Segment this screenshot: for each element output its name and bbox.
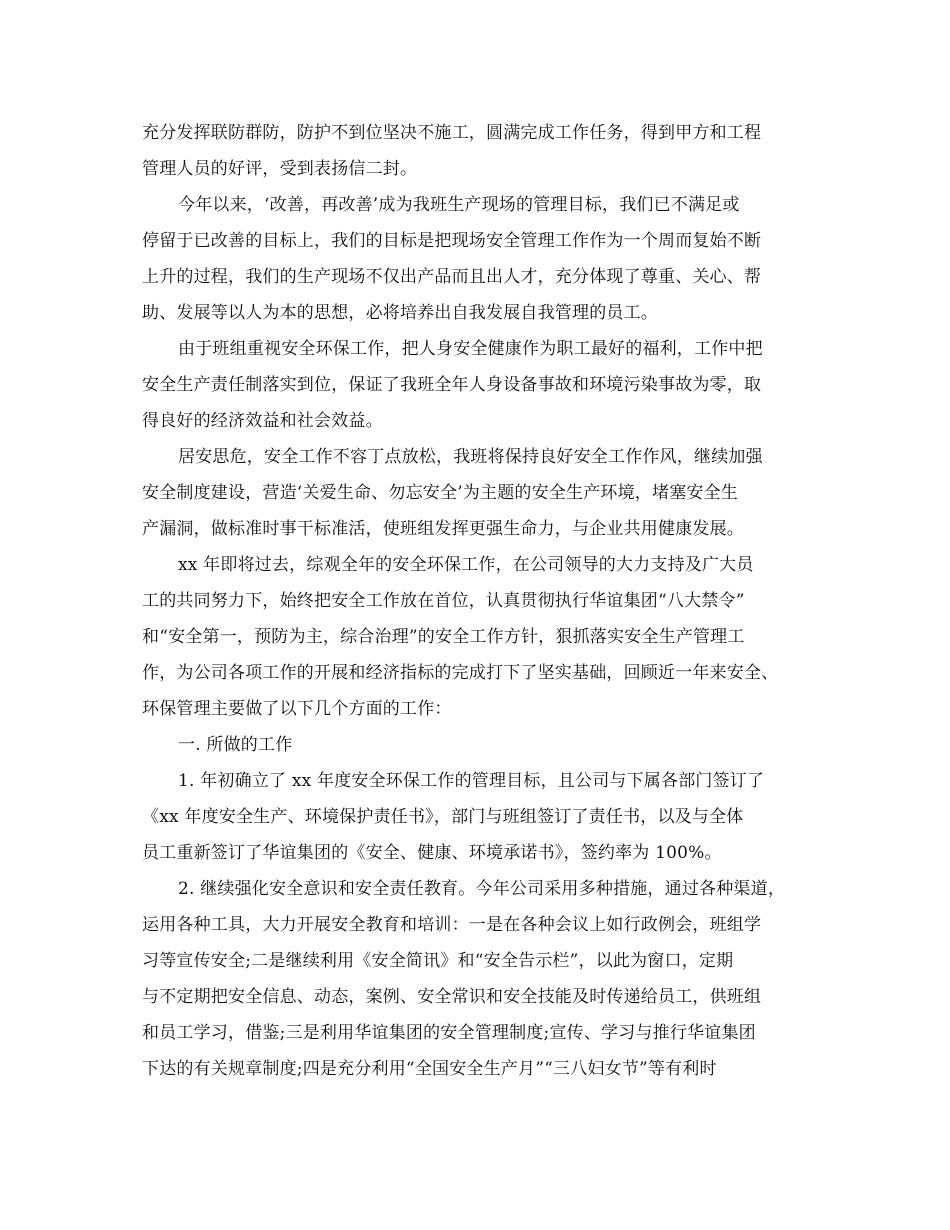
text-line: 员工重新签订了华谊集团的《安全、健康、环境承诺书》，签约率为 100%。	[142, 843, 722, 863]
text-line: 上升的过程，我们的生产现场不仅出产品而且出人才，充分体现了尊重、关心、帮	[142, 267, 762, 287]
paragraph-start-line: 由于班组重视安全环保工作，把人身安全健康作为职工最好的福利，工作中把	[178, 339, 763, 359]
text-line: 助、发展等以人为本的思想，必将培养出自我发展自我管理的员工。	[142, 303, 658, 323]
text-line: 产漏洞，做标准时事干标准活，使班组发挥更强生命力，与企业共用健康发展。	[142, 519, 744, 539]
text-line: 得良好的经济效益和社会效益。	[142, 411, 383, 431]
text-line: 作，为公司各项工作的开展和经济指标的完成打下了坚实基础，回顾近一年来安全、	[142, 663, 779, 683]
text-line: 《xx 年度安全生产、环境保护责任书》，部门与班组签订了责任书，以及与全体	[142, 807, 744, 827]
text-line: 安全生产责任制落实到位，保证了我班全年人身设备事故和环境污染事故为零，取	[142, 375, 762, 395]
text-line: 管理人员的好评，受到表扬信二封。	[142, 159, 418, 179]
paragraph-start-line: 居安思危，安全工作不容丁点放松，我班将保持良好安全工作作风，继续加强	[178, 447, 763, 467]
text-line: 安全制度建设，营造‘关爱生命、勿忘安全’为主题的安全生产环境，堵塞安全生	[142, 483, 739, 503]
paragraph-start-line: 2. 继续强化安全意识和安全责任教育。今年公司采用多种措施，通过各种渠道，	[178, 879, 786, 899]
paragraph-start-line: 1. 年初确立了 xx 年度安全环保工作的管理目标，且公司与下属各部门签订了	[178, 771, 765, 791]
text-line: 和员工学习，借鉴;三是利用华谊集团的安全管理制度;宣传、学习与推行华谊集团	[142, 1023, 756, 1043]
paragraph-start-line: xx 年即将过去，综观全年的安全环保工作，在公司领导的大力支持及广大员	[178, 555, 754, 575]
text-line: 环保管理主要做了以下几个方面的工作：	[142, 699, 452, 719]
text-line: 充分发挥联防群防，防护不到位坚决不施工，圆满完成工作任务，得到甲方和工程	[142, 123, 762, 143]
section-heading: 一. 所做的工作	[178, 735, 293, 755]
paragraph-start-line: 今年以来，‘改善，再改善’成为我班生产现场的管理目标，我们已不满足或	[178, 195, 740, 215]
text-line: 停留于已改善的目标上，我们的目标是把现场安全管理工作作为一个周而复始不断	[142, 231, 762, 251]
text-line: 与不定期把安全信息、动态，案例、安全常识和安全技能及时传递给员工，供班组	[142, 987, 762, 1007]
text-line: 工的共同努力下，始终把安全工作放在首位，认真贯彻执行华谊集团“八大禁令”	[142, 591, 745, 611]
text-line: 和“安全第一，预防为主，综合治理”的安全工作方针，狠抓落实安全生产管理工	[142, 627, 745, 647]
text-line: 下达的有关规章制度;四是充分利用“全国安全生产月”“三八妇女节”等有利时	[142, 1059, 717, 1079]
text-line: 运用各种工具，大力开展安全教育和培训：一是在各种会议上如行政例会，班组学	[142, 915, 762, 935]
text-line: 习等宣传安全;二是继续利用《安全简讯》和“安全告示栏”，以此为窗口，定期	[142, 951, 734, 971]
